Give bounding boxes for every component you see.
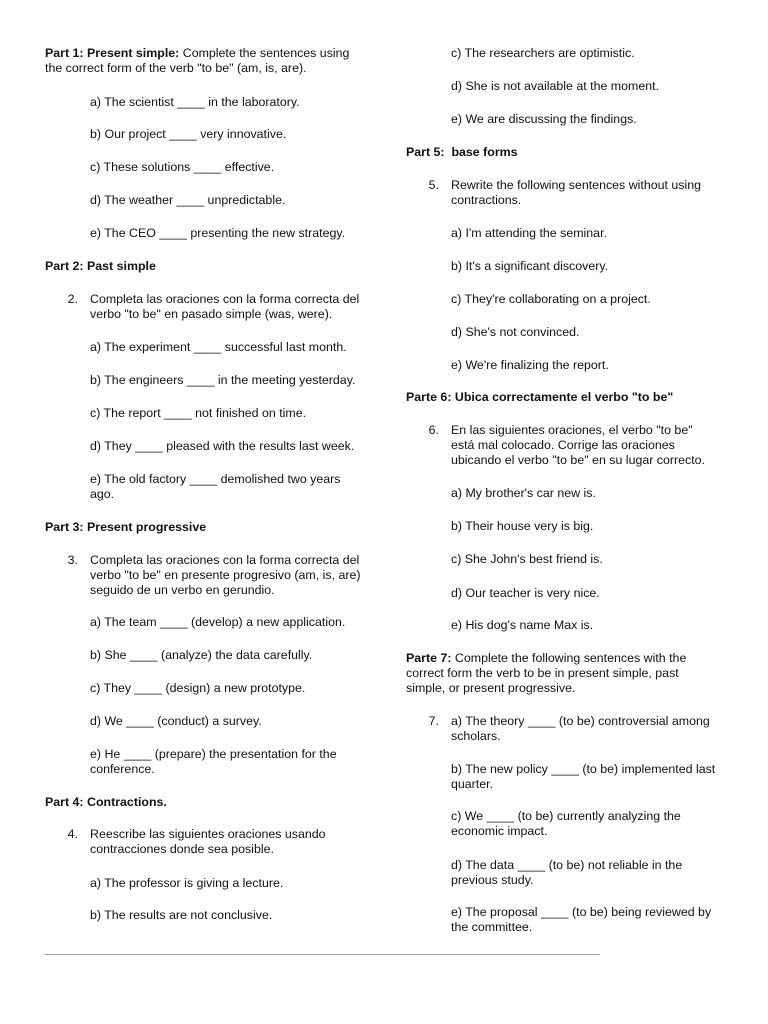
part7-number: 7. bbox=[428, 714, 439, 728]
part7-heading: Parte 7: bbox=[406, 651, 452, 665]
part2-number: 2. bbox=[67, 292, 78, 306]
part4-item-c: c) The researchers are optimistic. bbox=[451, 46, 635, 60]
part3-item-c: c) They ____ (design) a new prototype. bbox=[90, 681, 306, 695]
part6-heading: Parte 6: Ubica correctamente el verbo "to be" bbox=[406, 390, 674, 404]
part1-item-b: b) Our project ____ very innovative. bbox=[90, 127, 287, 141]
part1-item-a: a) The scientist ____ in the laboratory. bbox=[90, 95, 300, 109]
part3-item-d: d) We ____ (conduct) a survey. bbox=[90, 714, 262, 728]
part1-item-c: c) These solutions ____ effective. bbox=[90, 160, 275, 174]
part7-item-d: d) The data ____ (to be) not reliable in the previous study. bbox=[451, 858, 683, 887]
part2-item-e: e) The old factory ____ demolished two years ago. bbox=[90, 472, 341, 501]
part6-instruction: En las siguientes oraciones, el verbo "to be" está mal colocado. Corrige las oraciones ubicando el verbo "to be" en su lugar correcto. bbox=[451, 423, 706, 467]
footer-divider bbox=[45, 954, 600, 955]
part3-item-a: a) The team ____ (develop) a new application. bbox=[90, 615, 346, 629]
part1-header bbox=[45, 46, 365, 76]
part2-item-b: b) The engineers ____ in the meeting yesterday. bbox=[90, 373, 356, 387]
part4-instruction: Reescribe las siguientes oraciones usando contracciones donde sea posible. bbox=[90, 827, 326, 856]
part7-item-a: a) The theory ____ (to be) controversial among scholars. bbox=[451, 714, 710, 743]
part7-item-b: b) The new policy ____ (to be) implemented last quarter. bbox=[451, 762, 716, 791]
part3-item-b: b) She ____ (analyze) the data carefully. bbox=[90, 648, 313, 662]
part1-heading: Part 1: Present simple: bbox=[45, 46, 180, 60]
part1-item-d: d) The weather ____ unpredictable. bbox=[90, 193, 286, 207]
part4-item-d: d) She is not available at the moment. bbox=[451, 79, 660, 93]
part2-instruction: Completa las oraciones con la forma correcta del verbo "to be" en pasado simple (was, were). bbox=[90, 292, 360, 321]
part6-item-a: a) My brother's car new is. bbox=[451, 486, 596, 500]
part3-item-e: e) He ____ (prepare) the presentation for the conference. bbox=[90, 747, 337, 776]
part4-item-b: b) The results are not conclusive. bbox=[90, 908, 273, 922]
part2-heading: Part 2: Past simple bbox=[45, 259, 156, 273]
part5-item-d: d) She's not convinced. bbox=[451, 325, 580, 339]
part6-item-b: b) Their house very is big. bbox=[451, 519, 594, 533]
part7-item-e: e) The proposal ____ (to be) being reviewed by the committee. bbox=[451, 905, 712, 934]
part3-number: 3. bbox=[67, 553, 78, 567]
part1-item-e: e) The CEO ____ presenting the new strategy. bbox=[90, 226, 346, 240]
part7-header bbox=[406, 651, 716, 696]
part4-heading: Part 4: Contractions. bbox=[45, 795, 167, 809]
part6-number: 6. bbox=[428, 423, 439, 437]
part6-item-e: e) His dog's name Max is. bbox=[451, 618, 594, 632]
part2-item-c: c) The report ____ not finished on time. bbox=[90, 406, 307, 420]
part7-item-c: c) We ____ (to be) currently analyzing the economic impact. bbox=[451, 809, 681, 838]
part4-item-e: e) We are discussing the findings. bbox=[451, 112, 637, 126]
part5-number: 5. bbox=[428, 178, 439, 192]
part7-instruction: Complete the following sentences with the correct form the verb to be in present simple, past simple, or present progressive. bbox=[406, 651, 687, 695]
part6-item-c: c) She John's best friend is. bbox=[451, 552, 603, 566]
part1-instruction: Complete the sentences using the correct form of the verb "to be" (am, is, are). bbox=[45, 46, 350, 75]
part2-item-a: a) The experiment ____ successful last month. bbox=[90, 340, 347, 354]
part5-item-e: e) We're finalizing the report. bbox=[451, 358, 609, 372]
part5-instruction: Rewrite the following sentences without using contractions. bbox=[451, 178, 702, 207]
part4-item-a: a) The professor is giving a lecture. bbox=[90, 876, 284, 890]
part5-item-a: a) I'm attending the seminar. bbox=[451, 226, 607, 240]
part6-item-d: d) Our teacher is very nice. bbox=[451, 586, 600, 600]
part3-heading: Part 3: Present progressive bbox=[45, 520, 207, 534]
part4-number: 4. bbox=[67, 827, 78, 841]
part2-item-d: d) They ____ pleased with the results last week. bbox=[90, 439, 355, 453]
part5-item-c: c) They're collaborating on a project. bbox=[451, 292, 651, 306]
part3-instruction: Completa las oraciones con la forma correcta del verbo "to be" en presente progresivo (am, is, are) seguido de un verbo en gerundio. bbox=[90, 553, 361, 597]
part5-item-b: b) It's a significant discovery. bbox=[451, 259, 609, 273]
part5-heading: Part 5: base forms bbox=[406, 145, 518, 159]
